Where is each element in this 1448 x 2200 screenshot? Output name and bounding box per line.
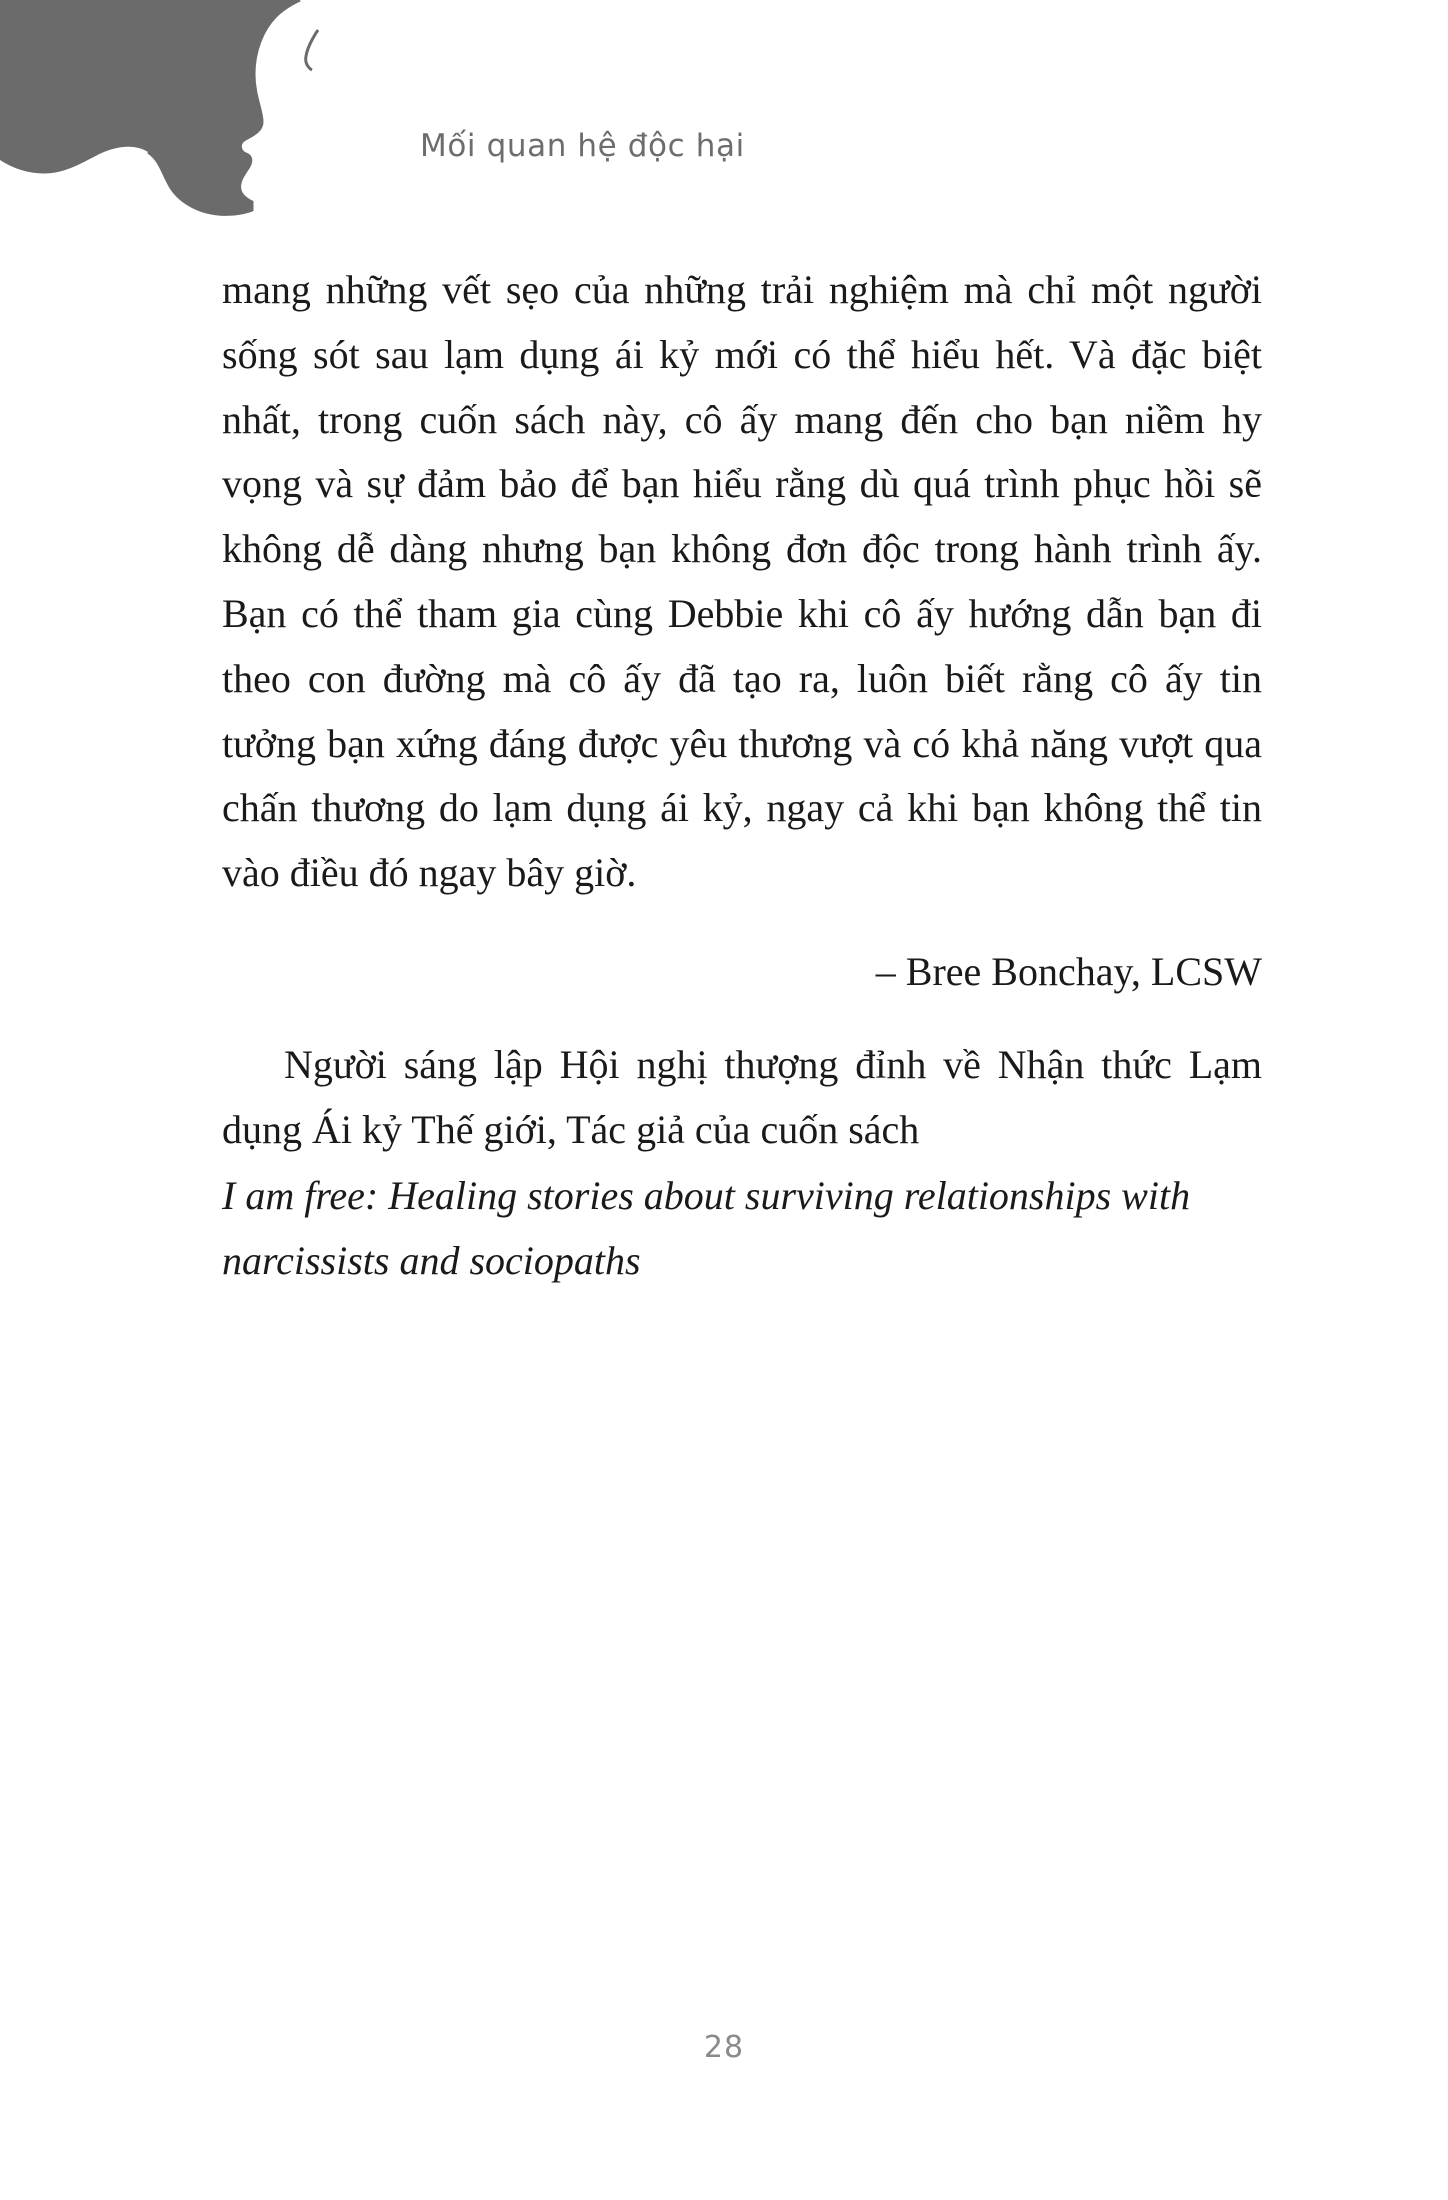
page-number: 28 <box>703 2030 745 2065</box>
referenced-book-title: I am free: Healing stories about surviving relationships with narcissists and sociopaths <box>222 1173 1191 1284</box>
page-header <box>0 0 1448 250</box>
attribution-credentials: Người sáng lập Hội nghị thượng đỉnh về Nhận thức Lạm dụng Ái kỷ Thế giới, Tác giả của cuốn sách <box>222 1041 1262 1152</box>
running-head: Mối quan hệ độc hại <box>420 128 745 164</box>
face-profile-swoosh-icon <box>0 0 420 250</box>
body-paragraph-continued: mang những vết sẹo của những trải nghiệm mà chỉ một người sống sót sau lạm dụng ái kỷ mới có thể hiểu hết. Và đặc biệt nhất, trong cuốn sách này, cô ấy mang đến cho bạn niềm hy vọng và sự đảm bảo để bạn hiểu rằng dù quá trình phục hồi sẽ không dễ dàng nhưng bạn không đơn độc trong hành trình ấy. Bạn có thể tham gia cùng Debbie khi cô ấy hướng dẫn bạn đi theo con đường mà cô ấy đã tạo ra, luôn biết rằng cô ấy tin tưởng bạn xứng đáng được yêu thương và có khả năng vượt qua chấn thương do lạm dụng ái kỷ, ngay cả khi bạn không thể tin vào điều đó ngay bây giờ. <box>222 267 1262 896</box>
quote-attribution: – Bree Bonchay, LCSW <box>875 948 1262 994</box>
page-text-block <box>222 258 1262 1294</box>
